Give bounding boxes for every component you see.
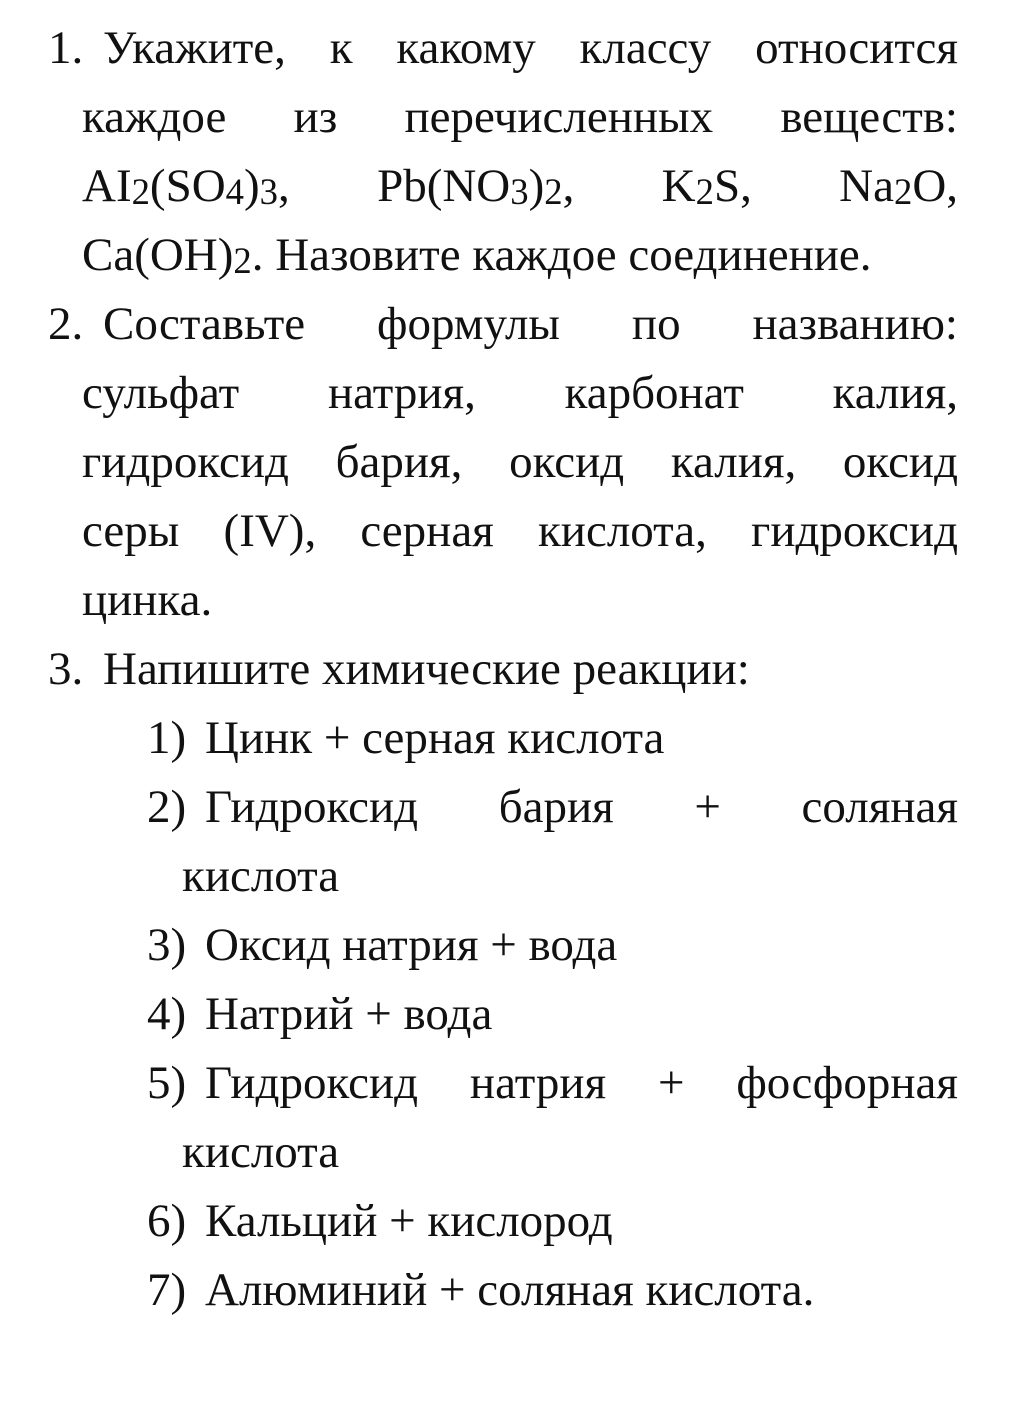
formula-subscript: 2 <box>233 239 252 281</box>
task-number: 2. <box>48 298 84 350</box>
reaction-number: 6) <box>147 1195 187 1247</box>
formula-text: (SO <box>149 160 226 212</box>
formula-text: ) <box>243 160 260 212</box>
reaction-number: 3) <box>147 919 187 971</box>
reaction-text-line: Натрий + вода <box>205 988 493 1040</box>
task-text-line: Напишите химические реакции: <box>103 643 750 695</box>
formula-subscript: 4 <box>225 170 244 212</box>
task-text-line: каждое из перечисленных веществ: <box>82 91 958 143</box>
formula-text: , <box>562 160 662 212</box>
formula-text: , <box>277 160 378 212</box>
task-number: 1. <box>48 22 84 74</box>
formula-text: Na <box>839 160 894 212</box>
task-text-line: Составьте формулы по названию: <box>103 298 958 350</box>
reaction-number: 7) <box>147 1264 187 1316</box>
task-text-line <box>82 152 958 221</box>
formula-subscript: 3 <box>510 170 529 212</box>
formula-text: AI <box>82 160 132 212</box>
task-text-line: цинка. <box>82 574 213 626</box>
formula-text: Pb(NO <box>377 160 511 212</box>
reaction-number: 5) <box>147 1057 187 1109</box>
task-text-line: серы (IV), серная кислота, гидроксид <box>82 505 958 557</box>
formula-text: ) <box>528 160 545 212</box>
formula-text: S, <box>713 160 840 212</box>
reaction-text-line: Алюминий + соляная кислота. <box>205 1264 815 1316</box>
reaction-text-line: Оксид натрия + вода <box>205 919 618 971</box>
formula-subscript: 3 <box>259 170 278 212</box>
formula-text: . Назовите каждое соединение. <box>251 229 872 281</box>
formula-subscript: 2 <box>893 170 913 212</box>
reaction-text-line: Кальций + кислород <box>205 1195 613 1247</box>
reaction-text-line: Гидроксид бария + соляная <box>205 781 958 833</box>
reaction-text-line: Гидроксид натрия + фосфорная <box>205 1057 958 1109</box>
task-text-line <box>82 221 958 290</box>
reaction-text-line: кислота <box>182 1126 340 1178</box>
formula-subscript: 2 <box>131 170 150 212</box>
formula-text: O, <box>912 160 959 212</box>
formula-text: K <box>661 160 696 212</box>
reaction-number: 4) <box>147 988 187 1040</box>
formula-subscript: 2 <box>544 170 563 212</box>
task-text-line: сульфат натрия, карбонат калия, <box>82 367 958 419</box>
task-text-line: Укажите, к какому классу относится <box>103 22 958 74</box>
task-number: 3. <box>48 643 84 695</box>
reaction-text-line: Цинк + серная кислота <box>205 712 665 764</box>
formula-subscript: 2 <box>695 170 714 212</box>
reaction-number: 2) <box>147 781 187 833</box>
reaction-text-line: кислота <box>182 850 340 902</box>
task-text-line: гидроксид бария, оксид калия, оксид <box>82 436 958 488</box>
reaction-number: 1) <box>147 712 187 764</box>
formula-text: Ca(OH) <box>82 229 234 281</box>
